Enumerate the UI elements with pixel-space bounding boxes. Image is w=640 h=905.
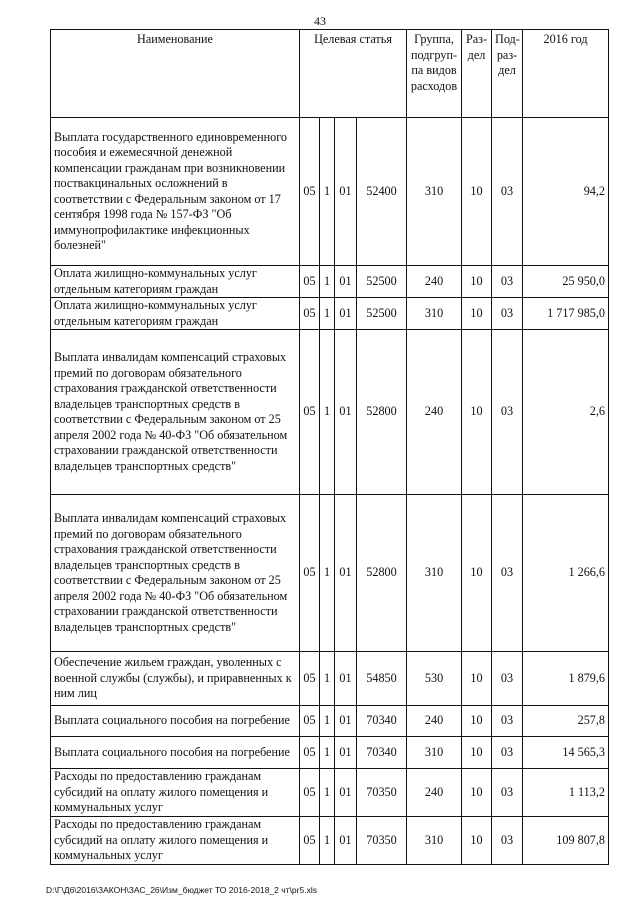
table-row	[51, 652, 609, 706]
expense-name-cell: Расходы по предоставлению гражданам субсидий на оплату жилого помещения и коммунальных услуг	[51, 817, 300, 865]
target-subprogram-cell: 1	[320, 706, 335, 737]
amount-2016-cell: 1 879,6	[523, 652, 609, 706]
target-event-cell: 01	[335, 737, 357, 769]
table-row	[51, 266, 609, 298]
target-direction-cell: 54850	[357, 652, 407, 706]
expense-name-cell: Выплата социального пособия на погребение	[51, 737, 300, 769]
section-cell: 10	[462, 652, 492, 706]
header-target-article: Целевая статья	[300, 30, 407, 118]
expense-name-cell: Обеспечение жильем граждан, уволенных с военной службы (службы), и приравненных к ним лиц	[51, 652, 300, 706]
subsection-cell: 03	[492, 817, 523, 865]
amount-2016-cell: 25 950,0	[523, 266, 609, 298]
amount-2016-cell: 1 266,6	[523, 495, 609, 652]
expense-group-cell: 310	[407, 737, 462, 769]
expense-group-cell: 530	[407, 652, 462, 706]
target-subprogram-cell: 1	[320, 118, 335, 266]
header-name: Наименование	[51, 30, 300, 118]
amount-2016-cell: 109 807,8	[523, 817, 609, 865]
target-event-cell: 01	[335, 298, 357, 330]
amount-2016-cell: 257,8	[523, 706, 609, 737]
target-subprogram-cell: 1	[320, 769, 335, 817]
subsection-cell: 03	[492, 266, 523, 298]
expense-name-cell: Расходы по предоставлению гражданам субсидий на оплату жилого помещения и коммунальных услуг	[51, 769, 300, 817]
target-program-cell: 05	[300, 118, 320, 266]
amount-2016-cell: 94,2	[523, 118, 609, 266]
subsection-cell: 03	[492, 298, 523, 330]
target-program-cell: 05	[300, 330, 320, 495]
section-cell: 10	[462, 817, 492, 865]
target-program-cell: 05	[300, 495, 320, 652]
subsection-cell: 03	[492, 769, 523, 817]
section-cell: 10	[462, 737, 492, 769]
subsection-cell: 03	[492, 737, 523, 769]
target-event-cell: 01	[335, 706, 357, 737]
target-direction-cell: 70350	[357, 769, 407, 817]
table-row	[51, 706, 609, 737]
amount-2016-cell: 1 113,2	[523, 769, 609, 817]
section-cell: 10	[462, 266, 492, 298]
subsection-cell: 03	[492, 706, 523, 737]
target-direction-cell: 52400	[357, 118, 407, 266]
target-event-cell: 01	[335, 266, 357, 298]
subsection-cell: 03	[492, 495, 523, 652]
page-number: 43	[314, 14, 326, 28]
target-direction-cell: 52800	[357, 495, 407, 652]
expense-group-cell: 310	[407, 118, 462, 266]
target-event-cell: 01	[335, 769, 357, 817]
expense-name-cell: Оплата жилищно-коммунальных услуг отдельным категориям граждан	[51, 266, 300, 298]
file-path-footer: D:\Г\Д6\2016\ЗАКОН\ЗАС_26\Изм_бюджет ТО 2016-2018_2 чт\pr5.xls	[46, 885, 317, 895]
table-row	[51, 495, 609, 652]
target-subprogram-cell: 1	[320, 330, 335, 495]
amount-2016-cell: 1 717 985,0	[523, 298, 609, 330]
target-direction-cell: 70350	[357, 817, 407, 865]
amount-2016-cell: 2,6	[523, 330, 609, 495]
target-program-cell: 05	[300, 769, 320, 817]
expense-group-cell: 240	[407, 706, 462, 737]
target-direction-cell: 70340	[357, 706, 407, 737]
budget-table	[50, 29, 609, 865]
expense-group-cell: 240	[407, 769, 462, 817]
target-subprogram-cell: 1	[320, 652, 335, 706]
header-year: 2016 год	[523, 30, 609, 118]
expense-name-cell: Выплата государственного единовременного пособия и ежемесячной денежной компенсации гражданам при возникновении поствакцинальных осложнений в соответствии с Федеральным законом от 17 сентября 1998 года № 157-ФЗ "Об иммунопрофилактике инфекционных болезней"	[51, 118, 300, 266]
target-program-cell: 05	[300, 266, 320, 298]
section-cell: 10	[462, 118, 492, 266]
section-cell: 10	[462, 298, 492, 330]
target-subprogram-cell: 1	[320, 737, 335, 769]
table-row	[51, 817, 609, 865]
expense-name-cell: Выплата инвалидам компенсаций страховых премий по договорам обязательного страхования гражданской ответственности владельцев транспортных средств в соответствии с Федеральным законом от 25 апреля 2002 года № 40-ФЗ "Об обязательном страховании гражданской ответственности владельцев транспортных средств"	[51, 330, 300, 495]
target-program-cell: 05	[300, 737, 320, 769]
expense-name-cell: Выплата социального пособия на погребение	[51, 706, 300, 737]
table-row	[51, 118, 609, 266]
target-program-cell: 05	[300, 298, 320, 330]
target-subprogram-cell: 1	[320, 817, 335, 865]
target-event-cell: 01	[335, 118, 357, 266]
target-event-cell: 01	[335, 817, 357, 865]
section-cell: 10	[462, 769, 492, 817]
expense-group-cell: 310	[407, 495, 462, 652]
target-event-cell: 01	[335, 495, 357, 652]
table-row	[51, 737, 609, 769]
target-subprogram-cell: 1	[320, 495, 335, 652]
table-body	[51, 118, 609, 865]
expense-group-cell: 240	[407, 266, 462, 298]
target-event-cell: 01	[335, 652, 357, 706]
amount-2016-cell: 14 565,3	[523, 737, 609, 769]
target-program-cell: 05	[300, 652, 320, 706]
header-subsection: Под-раз-дел	[492, 30, 523, 118]
target-program-cell: 05	[300, 817, 320, 865]
expense-name-cell: Выплата инвалидам компенсаций страховых премий по договорам обязательного страхования гражданской ответственности владельцев транспортных средств в соответствии с Федеральным законом от 25 апреля 2002 года № 40-ФЗ "Об обязательном страховании гражданской ответственности владельцев транспортных средств"	[51, 495, 300, 652]
header-section: Раз-дел	[462, 30, 492, 118]
target-program-cell: 05	[300, 706, 320, 737]
subsection-cell: 03	[492, 652, 523, 706]
target-direction-cell: 70340	[357, 737, 407, 769]
section-cell: 10	[462, 706, 492, 737]
target-subprogram-cell: 1	[320, 266, 335, 298]
target-direction-cell: 52500	[357, 298, 407, 330]
expense-group-cell: 240	[407, 330, 462, 495]
table-row	[51, 330, 609, 495]
subsection-cell: 03	[492, 118, 523, 266]
section-cell: 10	[462, 330, 492, 495]
target-subprogram-cell: 1	[320, 298, 335, 330]
table-row	[51, 298, 609, 330]
target-event-cell: 01	[335, 330, 357, 495]
section-cell: 10	[462, 495, 492, 652]
expense-group-cell: 310	[407, 298, 462, 330]
expense-name-cell: Оплата жилищно-коммунальных услуг отдельным категориям граждан	[51, 298, 300, 330]
target-direction-cell: 52500	[357, 266, 407, 298]
expense-group-cell: 310	[407, 817, 462, 865]
header-row	[51, 30, 609, 118]
subsection-cell: 03	[492, 330, 523, 495]
table-row	[51, 769, 609, 817]
header-expense-group: Группа, подгруп-па видов расходов	[407, 30, 462, 118]
target-direction-cell: 52800	[357, 330, 407, 495]
